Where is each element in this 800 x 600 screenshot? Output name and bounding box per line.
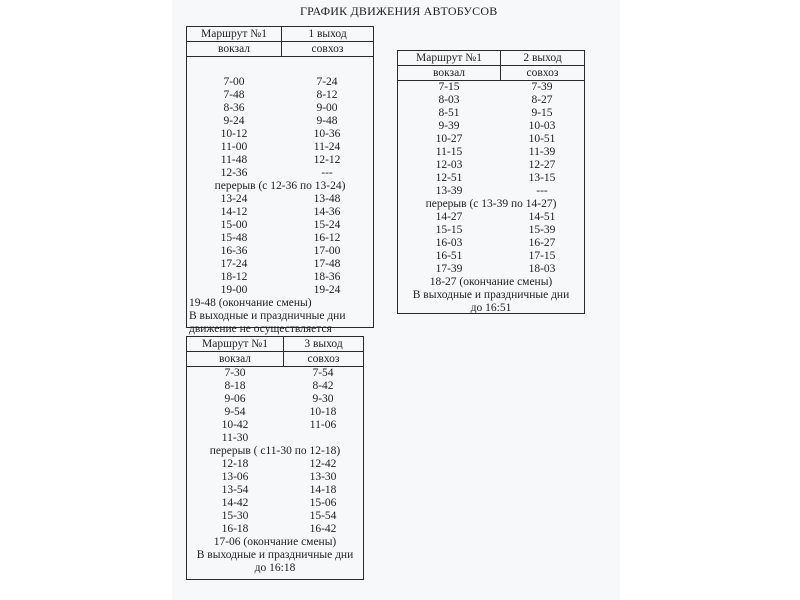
departure-vokzal: 17-24: [220, 258, 248, 270]
table-row: [398, 133, 584, 146]
table-row: [398, 172, 584, 185]
schedule-header-stops: [187, 42, 373, 57]
departure-vokzal: 10-42: [221, 419, 249, 431]
table-row: [187, 523, 363, 536]
departure-sovkhoz: [283, 432, 363, 445]
table-row: [187, 180, 373, 193]
schedule-header-stops: [187, 352, 363, 367]
departure-sovkhoz: 16-12: [313, 232, 341, 244]
table-row: [187, 219, 373, 232]
table-row: [187, 510, 363, 523]
schedule-header-route: [187, 27, 373, 42]
departure-vokzal: 19-00: [220, 284, 248, 296]
timetable-rows: [398, 81, 584, 289]
departure-sovkhoz: 11-39: [528, 146, 556, 158]
departure-sovkhoz: 8-12: [316, 89, 338, 101]
row-note: перерыв (с 13-39 по 14-27): [425, 198, 557, 210]
departure-sovkhoz: 17-00: [313, 245, 341, 257]
departure-sovkhoz: ---: [321, 167, 333, 179]
table-row: [187, 258, 373, 271]
departure-sovkhoz: 10-03: [528, 120, 556, 132]
table-row: [398, 120, 584, 133]
departure-vokzal: 11-30: [221, 432, 249, 444]
departure-sovkhoz: 8-27: [531, 94, 553, 106]
exit-label: 2 выход: [523, 52, 562, 64]
departure-vokzal: 13-06: [221, 471, 249, 483]
departure-vokzal: 11-15: [435, 146, 463, 158]
row-note: 17-06 (окончание смены): [213, 536, 337, 548]
stop-to-label: совхоз: [311, 43, 344, 55]
departure-vokzal: 10-27: [435, 133, 463, 145]
departure-sovkhoz: 7-54: [312, 367, 334, 379]
stop-to-label: совхоз: [526, 67, 559, 79]
departure-vokzal: 13-39: [435, 185, 463, 197]
schedule-notes: [398, 289, 584, 315]
table-row: [187, 63, 373, 76]
departure-vokzal: 12-51: [435, 172, 463, 184]
schedule-header-stops: [398, 66, 584, 81]
departure-sovkhoz: 9-48: [316, 115, 338, 127]
table-row: [187, 406, 363, 419]
table-row: [187, 284, 373, 297]
table-row: [398, 237, 584, 250]
note-line: В выходные и праздничные дни: [412, 289, 570, 301]
departure-sovkhoz: 12-27: [528, 159, 556, 171]
departure-sovkhoz: 14-36: [313, 206, 341, 218]
departure-sovkhoz: 9-15: [531, 107, 553, 119]
departure-sovkhoz: 10-18: [309, 406, 337, 418]
departure-vokzal: 12-36: [220, 167, 248, 179]
table-row: [398, 224, 584, 237]
row-note: 18-27 (окончание смены): [429, 276, 553, 288]
table-row: [187, 76, 373, 89]
departure-vokzal: 8-18: [224, 380, 246, 392]
departure-vokzal: 12-03: [435, 159, 463, 171]
note-line: В выходные и праздничные дни: [189, 310, 346, 322]
departure-sovkhoz: 7-24: [316, 76, 338, 88]
table-row: [187, 128, 373, 141]
departure-sovkhoz: 13-30: [309, 471, 337, 483]
departure-sovkhoz: 7-39: [531, 81, 553, 93]
note-line: движение не осуществляется: [189, 323, 332, 335]
table-row: [187, 367, 363, 380]
departure-vokzal: 7-00: [223, 76, 245, 88]
departure-vokzal: 13-24: [220, 193, 248, 205]
departure-sovkhoz: [281, 63, 373, 76]
departure-vokzal: 15-48: [220, 232, 248, 244]
departure-vokzal: 14-42: [221, 497, 249, 509]
note-line: до 16:18: [254, 562, 296, 574]
schedule-notes: [187, 310, 373, 336]
table-row: [187, 393, 363, 406]
note-line: В выходные и праздничные дни: [196, 549, 354, 561]
departure-vokzal: 16-36: [220, 245, 248, 257]
table-row: [398, 107, 584, 120]
table-row: [187, 271, 373, 284]
departure-sovkhoz: 12-12: [313, 154, 341, 166]
departure-sovkhoz: 16-27: [528, 237, 556, 249]
table-row: [187, 536, 363, 549]
table-row: [187, 167, 373, 180]
exit-label: 1 выход: [308, 28, 347, 40]
table-row: [398, 198, 584, 211]
timetable-rows: [187, 57, 373, 310]
document-title: ГРАФИК ДВИЖЕНИЯ АВТОБУСОВ: [300, 4, 498, 18]
departure-vokzal: 9-24: [223, 115, 245, 127]
departure-sovkhoz: 11-06: [309, 419, 337, 431]
departure-vokzal: 8-51: [438, 107, 460, 119]
table-row: [187, 432, 363, 445]
stop-from-label: вокзал: [398, 66, 501, 80]
departure-sovkhoz: 18-36: [313, 271, 341, 283]
table-row: [187, 206, 373, 219]
departure-vokzal: 14-12: [220, 206, 248, 218]
schedule-exit-3: [186, 336, 364, 580]
table-row: [187, 102, 373, 115]
schedule-header-route: [187, 337, 363, 352]
departure-sovkhoz: 16-42: [309, 523, 337, 535]
departure-vokzal: [187, 63, 281, 76]
route-label: Маршрут №1: [398, 51, 501, 65]
table-row: [187, 484, 363, 497]
departure-vokzal: 9-54: [224, 406, 246, 418]
schedule-exit-1: [186, 26, 374, 335]
table-row: [187, 380, 363, 393]
timetable-rows: [187, 367, 363, 549]
stop-from-label: вокзал: [187, 352, 284, 366]
table-row: [187, 245, 373, 258]
departure-vokzal: 17-39: [435, 263, 463, 275]
departure-sovkhoz: 12-42: [309, 458, 337, 470]
schedule-exit-2: [397, 50, 585, 314]
departure-sovkhoz: ---: [536, 185, 548, 197]
departure-vokzal: 7-15: [438, 81, 460, 93]
table-row: [398, 263, 584, 276]
departure-vokzal: 15-15: [435, 224, 463, 236]
departure-vokzal: 7-30: [224, 367, 246, 379]
departure-vokzal: 15-00: [220, 219, 248, 231]
departure-sovkhoz: 15-54: [309, 510, 337, 522]
table-row: [398, 250, 584, 263]
departure-sovkhoz: 18-03: [528, 263, 556, 275]
departure-sovkhoz: 9-30: [312, 393, 334, 405]
schedule-notes: [187, 549, 363, 575]
table-row: [398, 185, 584, 198]
departure-vokzal: 11-00: [220, 141, 248, 153]
departure-sovkhoz: 15-39: [528, 224, 556, 236]
table-row: [187, 232, 373, 245]
route-label: Маршрут №1: [187, 337, 284, 351]
stop-to-label: совхоз: [307, 353, 340, 365]
route-label: Маршрут №1: [187, 27, 282, 41]
table-row: [187, 445, 363, 458]
departure-vokzal: 8-03: [438, 94, 460, 106]
departure-vokzal: 10-12: [220, 128, 248, 140]
departure-sovkhoz: 13-48: [313, 193, 341, 205]
departure-vokzal: 13-54: [221, 484, 249, 496]
table-row: [398, 159, 584, 172]
note-line: до 16:51: [470, 302, 512, 314]
departure-vokzal: 18-12: [220, 271, 248, 283]
departure-vokzal: 14-27: [435, 211, 463, 223]
departure-sovkhoz: 17-15: [528, 250, 556, 262]
departure-vokzal: 16-03: [435, 237, 463, 249]
table-row: [187, 115, 373, 128]
departure-sovkhoz: 17-48: [313, 258, 341, 270]
departure-vokzal: 8-36: [223, 102, 245, 114]
table-row: [187, 193, 373, 206]
departure-sovkhoz: 15-06: [309, 497, 337, 509]
exit-label: 3 выход: [304, 338, 343, 350]
table-row: [398, 211, 584, 224]
departure-vokzal: 12-18: [221, 458, 249, 470]
row-note: перерыв ( с11-30 по 12-18): [209, 445, 341, 457]
departure-sovkhoz: 8-42: [312, 380, 334, 392]
schedule-header-route: [398, 51, 584, 66]
table-row: [187, 297, 373, 310]
table-row: [187, 471, 363, 484]
departure-sovkhoz: 19-24: [313, 284, 341, 296]
departure-vokzal: 7-48: [223, 89, 245, 101]
table-row: [187, 497, 363, 510]
departure-vokzal: 16-18: [221, 523, 249, 535]
departure-vokzal: 9-39: [438, 120, 460, 132]
table-row: [398, 146, 584, 159]
departure-sovkhoz: 13-15: [528, 172, 556, 184]
departure-sovkhoz: 10-36: [313, 128, 341, 140]
table-row: [187, 154, 373, 167]
departure-vokzal: 11-48: [220, 154, 248, 166]
table-row: [187, 141, 373, 154]
departure-vokzal: 9-06: [224, 393, 246, 405]
departure-sovkhoz: 11-24: [313, 141, 341, 153]
departure-sovkhoz: 14-18: [309, 484, 337, 496]
departure-sovkhoz: 10-51: [528, 133, 556, 145]
table-row: [187, 419, 363, 432]
table-row: [187, 458, 363, 471]
table-row: [398, 81, 584, 94]
table-row: [187, 89, 373, 102]
departure-sovkhoz: 15-24: [313, 219, 341, 231]
departure-sovkhoz: 9-00: [316, 102, 338, 114]
row-note: 19-48 (окончание смены): [189, 297, 312, 309]
table-row: [398, 276, 584, 289]
departure-vokzal: 16-51: [435, 250, 463, 262]
stop-from-label: вокзал: [187, 42, 282, 56]
table-row: [398, 94, 584, 107]
departure-sovkhoz: 14-51: [528, 211, 556, 223]
row-note: перерыв (с 12-36 по 13-24): [214, 180, 346, 192]
departure-vokzal: 15-30: [221, 510, 249, 522]
